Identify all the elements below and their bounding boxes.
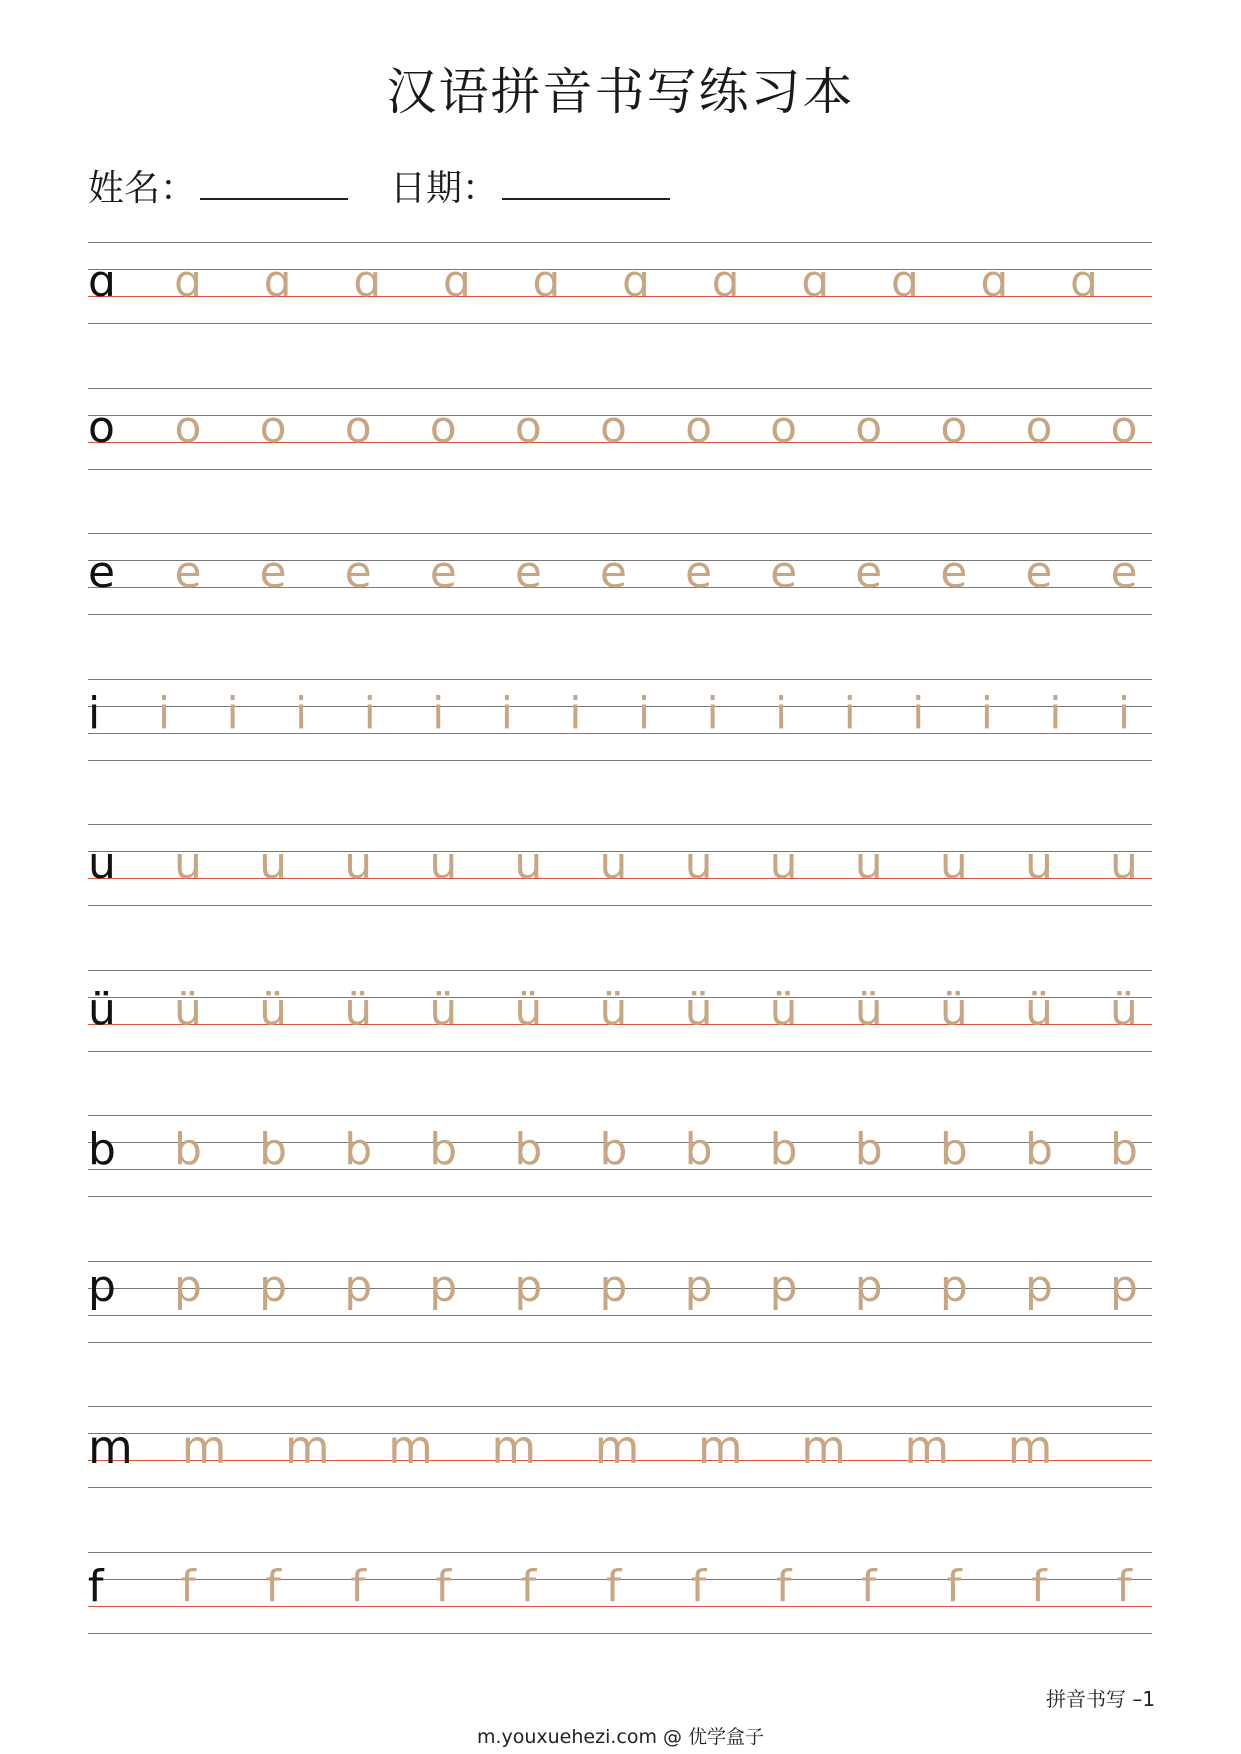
trace-letter: m bbox=[1007, 1420, 1053, 1474]
trace-letter: ɑ bbox=[622, 256, 650, 307]
trace-letter: p bbox=[684, 1260, 713, 1312]
trace-letter: o bbox=[1025, 401, 1053, 453]
practice-row bbox=[88, 970, 1152, 1052]
name-label: 姓名： bbox=[88, 168, 197, 209]
trace-letter: b bbox=[1110, 1124, 1138, 1175]
trace-letter: f bbox=[265, 1560, 281, 1612]
trace-letter: i bbox=[500, 687, 513, 739]
trace-letter: e bbox=[514, 547, 542, 598]
trace-letter: p bbox=[1024, 1260, 1053, 1312]
trace-letter: ü bbox=[1110, 983, 1138, 1035]
trace-letter: ɑ bbox=[532, 256, 561, 307]
page-title: 汉语拼音书写练习本 bbox=[386, 63, 855, 121]
trace-letter: o bbox=[174, 401, 202, 453]
trace-letter: u bbox=[1024, 838, 1053, 889]
practice-row bbox=[88, 1261, 1152, 1343]
trace-letter: ü bbox=[514, 983, 543, 1035]
trace-letter: o bbox=[259, 401, 287, 453]
trace-letter: u bbox=[514, 838, 543, 889]
trace-letter: e bbox=[1025, 547, 1053, 598]
trace-letter: e bbox=[684, 547, 713, 598]
trace-letter: i bbox=[226, 687, 239, 739]
trace-letter: i bbox=[157, 687, 171, 739]
trace-letter: b bbox=[174, 1124, 202, 1175]
model-letter: p bbox=[88, 1260, 116, 1312]
trace-letter: ɑ bbox=[1070, 256, 1098, 307]
trace-letter: u bbox=[174, 838, 202, 889]
trace-letter: ü bbox=[344, 983, 373, 1035]
trace-letter: e bbox=[940, 547, 968, 598]
footer-source: m.youxuehezi.com @ 优学盒子 bbox=[476, 1726, 765, 1748]
model-letter: b bbox=[88, 1124, 116, 1175]
trace-letter: i bbox=[980, 687, 993, 739]
model-letter: ɑ bbox=[88, 256, 116, 307]
trace-letter: o bbox=[940, 401, 968, 453]
trace-letter: ɑ bbox=[711, 256, 740, 307]
trace-letter: f bbox=[605, 1560, 622, 1612]
trace-letter: e bbox=[599, 547, 627, 598]
trace-letter: m bbox=[284, 1420, 330, 1474]
trace-letter: p bbox=[514, 1260, 543, 1312]
trace-letter: u bbox=[854, 838, 883, 889]
model-letter: m bbox=[88, 1420, 133, 1474]
trace-letter: u bbox=[429, 838, 458, 889]
model-letter: o bbox=[88, 401, 115, 453]
trace-letter: m bbox=[801, 1420, 846, 1474]
trace-letter: i bbox=[1049, 687, 1062, 739]
trace-letter: m bbox=[388, 1420, 433, 1474]
trace-letter: e bbox=[855, 547, 883, 598]
practice-row bbox=[88, 1552, 1152, 1634]
model-letter: u bbox=[88, 838, 116, 889]
trace-letter: b bbox=[344, 1124, 373, 1175]
trace-letter: f bbox=[946, 1560, 962, 1612]
trace-letter: e bbox=[1110, 547, 1138, 598]
trace-letter: b bbox=[854, 1124, 883, 1175]
trace-letter: ü bbox=[599, 983, 628, 1035]
trace-letter: u bbox=[1110, 838, 1138, 889]
trace-letter: i bbox=[363, 687, 376, 739]
trace-letter: f bbox=[1031, 1560, 1047, 1612]
trace-letter: u bbox=[684, 838, 713, 889]
trace-letter: m bbox=[594, 1420, 640, 1474]
practice-row bbox=[88, 1406, 1152, 1488]
trace-letter: u bbox=[259, 838, 288, 889]
trace-letter: ü bbox=[684, 983, 713, 1035]
trace-letter: ü bbox=[1024, 983, 1053, 1035]
practice-row bbox=[88, 242, 1152, 324]
trace-letter: ɑ bbox=[442, 256, 471, 307]
trace-letter: m bbox=[697, 1420, 743, 1474]
trace-letter: p bbox=[174, 1260, 202, 1312]
trace-letter: e bbox=[770, 547, 798, 598]
date-label: 日期： bbox=[390, 168, 499, 209]
trace-letter: p bbox=[939, 1260, 968, 1312]
trace-letter: i bbox=[775, 687, 788, 739]
trace-letter: f bbox=[180, 1560, 196, 1612]
model-letter: ü bbox=[88, 983, 116, 1035]
trace-letter: m bbox=[904, 1420, 950, 1474]
trace-letter: ü bbox=[769, 983, 798, 1035]
practice-row bbox=[88, 824, 1152, 906]
header-fields bbox=[88, 160, 670, 211]
model-letter: i bbox=[88, 687, 101, 739]
trace-letter: b bbox=[1024, 1124, 1053, 1175]
trace-letter: i bbox=[295, 687, 308, 739]
trace-letter: b bbox=[259, 1124, 288, 1175]
practice-row bbox=[88, 533, 1152, 615]
trace-letter: b bbox=[684, 1124, 713, 1175]
trace-letter: ü bbox=[854, 983, 883, 1035]
trace-letter: p bbox=[1110, 1260, 1138, 1312]
trace-letter: u bbox=[939, 838, 968, 889]
trace-letter: ɑ bbox=[890, 256, 919, 307]
date-blank[interactable] bbox=[502, 170, 670, 200]
trace-letter: ü bbox=[259, 983, 288, 1035]
trace-letter: ü bbox=[174, 983, 202, 1035]
trace-letter: i bbox=[432, 687, 445, 739]
trace-letter: o bbox=[514, 401, 542, 453]
trace-letter: i bbox=[912, 687, 925, 739]
trace-letter: o bbox=[599, 401, 627, 453]
trace-letter: b bbox=[939, 1124, 968, 1175]
trace-letter: e bbox=[429, 547, 457, 598]
trace-letter: p bbox=[854, 1260, 883, 1312]
trace-letter: p bbox=[344, 1260, 373, 1312]
trace-letter: ɑ bbox=[980, 256, 1009, 307]
trace-letter: m bbox=[181, 1420, 227, 1474]
trace-letter: p bbox=[429, 1260, 458, 1312]
trace-letter: u bbox=[344, 838, 373, 889]
trace-letter: b bbox=[769, 1124, 798, 1175]
trace-letter: f bbox=[520, 1560, 537, 1612]
trace-letter: i bbox=[1117, 687, 1131, 739]
page-number: 拼音书写 –1 bbox=[1046, 1687, 1156, 1711]
trace-letter: i bbox=[637, 687, 651, 739]
trace-letter: e bbox=[344, 547, 372, 598]
trace-letter: f bbox=[435, 1560, 452, 1612]
model-letter: f bbox=[88, 1560, 104, 1612]
trace-letter: p bbox=[259, 1260, 288, 1312]
trace-letter: ɑ bbox=[263, 256, 292, 307]
trace-letter: o bbox=[429, 401, 457, 453]
trace-letter: e bbox=[259, 547, 287, 598]
trace-letter: p bbox=[769, 1260, 798, 1312]
trace-letter: f bbox=[350, 1560, 366, 1612]
trace-letter: i bbox=[569, 687, 582, 739]
trace-letter: ɑ bbox=[174, 256, 202, 307]
name-blank[interactable] bbox=[200, 170, 348, 200]
trace-letter: e bbox=[174, 547, 202, 598]
trace-letter: f bbox=[860, 1560, 877, 1612]
trace-letter: ɑ bbox=[801, 256, 830, 307]
trace-letter: u bbox=[769, 838, 798, 889]
trace-letter: u bbox=[599, 838, 628, 889]
trace-letter: o bbox=[770, 401, 798, 453]
practice-row bbox=[88, 679, 1152, 761]
trace-letter: f bbox=[690, 1560, 707, 1612]
trace-letter: b bbox=[599, 1124, 628, 1175]
trace-letter: i bbox=[843, 687, 856, 739]
trace-letter: m bbox=[491, 1420, 537, 1474]
trace-letter: b bbox=[514, 1124, 543, 1175]
model-letter: e bbox=[88, 547, 116, 598]
trace-letter: o bbox=[855, 401, 883, 453]
practice-row bbox=[88, 388, 1152, 470]
trace-letter: o bbox=[1110, 401, 1138, 453]
practice-row bbox=[88, 1115, 1152, 1197]
trace-letter: o bbox=[685, 401, 712, 453]
trace-letter: ü bbox=[939, 983, 968, 1035]
trace-letter: b bbox=[429, 1124, 458, 1175]
trace-letter: f bbox=[775, 1560, 792, 1612]
trace-letter: ɑ bbox=[353, 256, 382, 307]
trace-letter: ü bbox=[429, 983, 458, 1035]
trace-letter: p bbox=[599, 1260, 628, 1312]
trace-letter: i bbox=[706, 687, 719, 739]
trace-letter: f bbox=[1116, 1560, 1132, 1612]
trace-letter: o bbox=[344, 401, 372, 453]
